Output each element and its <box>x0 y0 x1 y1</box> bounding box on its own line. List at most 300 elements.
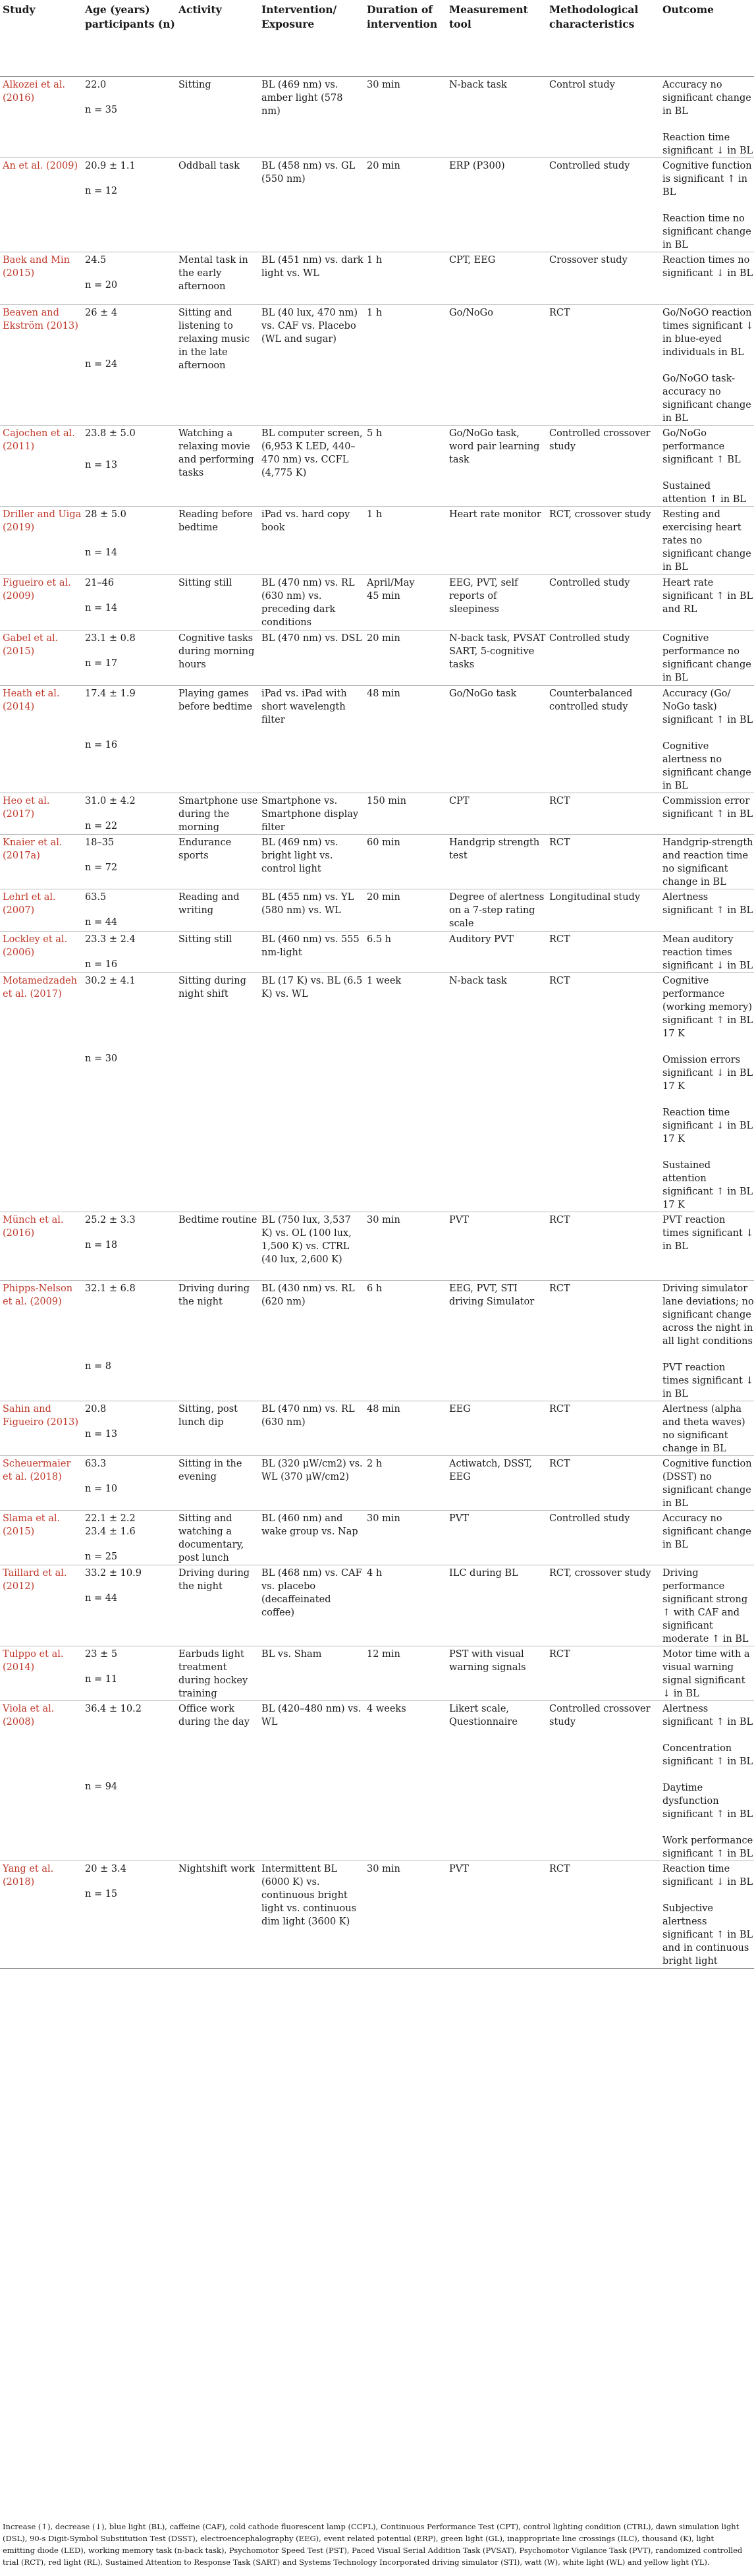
intervention-cell-text: BL (470 nm) vs. RL (630 nm) vs. preceding dark conditions <box>261 578 355 628</box>
study-cell <box>0 1511 82 1565</box>
outcome-cell <box>660 1401 754 1456</box>
outcome-text: Cognitive function (DSST) no significant change in BL <box>662 1459 752 1509</box>
intervention-cell <box>259 1511 364 1565</box>
table-row <box>0 1861 754 1969</box>
study-cell-text[interactable]: Sahin and Figueiro (2013) <box>3 1404 79 1428</box>
methodology-cell <box>547 158 660 252</box>
outcome-cell <box>660 1861 754 1969</box>
duration-cell-text: 1 h <box>367 308 383 318</box>
intervention-cell <box>259 252 364 305</box>
outcome-text: Driving simulator lane deviations; no significant change across the night in all light conditions <box>662 1283 754 1347</box>
intervention-cell <box>259 426 364 507</box>
duration-cell-text: 48 min <box>367 1404 400 1414</box>
study-cell-text[interactable]: Tulppo et al. (2014) <box>3 1649 64 1673</box>
measurement-tool-cell-text: Degree of alertness on a 7-step rating scale <box>449 892 545 929</box>
age-cell-text: 25.2 ± 3.3 <box>85 1215 136 1225</box>
outcome-text: Accuracy no significant change in BL <box>662 1513 751 1550</box>
measurement-tool-cell <box>446 630 547 686</box>
table-row <box>0 426 754 507</box>
study-cell-text[interactable]: Gabel et al. (2015) <box>3 633 59 657</box>
outcome-text: Alertness (alpha and theta waves) no significant change in BL <box>662 1404 745 1454</box>
methodology-cell <box>547 1565 660 1646</box>
age-cell-text: 28 ± 5.0 <box>85 509 126 520</box>
activity-cell-text: Reading and writing <box>178 892 240 916</box>
age-cell <box>82 575 176 630</box>
duration-cell <box>364 507 446 575</box>
intervention-cell <box>259 1646 364 1701</box>
outcome-text: Resting and exercising heart rates no significant change in BL <box>662 509 751 573</box>
intervention-cell <box>259 1212 364 1281</box>
participants-count: n = 14 <box>85 547 118 558</box>
duration-cell-text: 20 min <box>367 633 400 644</box>
outcome-cell <box>660 158 754 252</box>
methodology-cell-text: RCT <box>549 1864 570 1874</box>
duration-cell-text: 30 min <box>367 1513 400 1524</box>
age-cell-text: 63.3 <box>85 1459 107 1469</box>
measurement-tool-cell <box>446 1401 547 1456</box>
outcome-text: Daytime dysfunction significant ↑ in BL <box>662 1783 753 1820</box>
age-cell-text: 23.1 ± 0.8 <box>85 633 136 644</box>
activity-cell-text: Mental task in the early afternoon <box>178 255 248 292</box>
participants-count: n = 35 <box>85 105 118 115</box>
study-cell-text[interactable]: Yang et al. (2018) <box>3 1864 54 1888</box>
activity-cell-text: Sitting, post lunch dip <box>178 1404 238 1428</box>
table-row <box>0 973 754 1212</box>
measurement-tool-cell-text: CPT <box>449 796 470 806</box>
age-cell-text: 23 ± 5 <box>85 1649 118 1660</box>
measurement-tool-cell <box>446 1565 547 1646</box>
measurement-tool-cell-text: Go/NoGo <box>449 308 493 318</box>
outcome-text: Motor time with a visual warning signal significant ↓ in BL <box>662 1649 750 1699</box>
outcome-text: Go/NoGO reaction times significant ↓ in blue-eyed individuals in BL <box>662 308 754 358</box>
activity-cell-text: Sitting and watching a documentary, post lunch <box>178 1513 244 1563</box>
header-measurement-tool: Measurement tool <box>446 0 547 77</box>
outcome-text: Subjective alertness significant ↑ in BL and in continuous bright light <box>662 1903 753 1967</box>
methodology-cell <box>547 1861 660 1969</box>
outcome-cell <box>660 1646 754 1701</box>
participants-count: n = 20 <box>85 280 118 291</box>
age-cell <box>82 1861 176 1969</box>
study-cell <box>0 973 82 1212</box>
table-row <box>0 1701 754 1861</box>
intervention-cell <box>259 507 364 575</box>
measurement-tool-cell-text: ERP (P300) <box>449 161 505 171</box>
outcome-cell <box>660 252 754 305</box>
age-cell-text: 63.5 <box>85 892 107 903</box>
participants-count: n = 25 <box>85 1552 118 1562</box>
header-age: Age (years) participants (n) <box>82 0 176 77</box>
outcome-cell <box>660 686 754 793</box>
measurement-tool-cell-text: CPT, EEG <box>449 255 496 266</box>
intervention-cell-text: BL (460 nm) and wake group vs. Nap <box>261 1513 358 1537</box>
duration-cell-text: 30 min <box>367 80 400 90</box>
measurement-tool-cell <box>446 973 547 1212</box>
measurement-tool-cell-text: Go/NoGo task, word pair learning task <box>449 428 540 465</box>
study-cell <box>0 252 82 305</box>
duration-cell <box>364 158 446 252</box>
activity-cell-text: Sitting still <box>178 578 232 588</box>
measurement-tool-cell <box>446 793 547 835</box>
intervention-cell <box>259 932 364 973</box>
activity-cell-text: Sitting and listening to relaxing music in the late afternoon <box>178 308 250 371</box>
study-cell-text[interactable]: Beaven and Ekström (2013) <box>3 308 78 331</box>
measurement-tool-cell <box>446 889 547 932</box>
age-cell <box>82 835 176 889</box>
table-row <box>0 889 754 932</box>
measurement-tool-cell-text: Auditory PVT <box>449 934 514 945</box>
header-intervention: Intervention/ Exposure <box>259 0 364 77</box>
activity-cell <box>176 1646 259 1701</box>
measurement-tool-cell <box>446 507 547 575</box>
study-cell-text[interactable]: Driller and Uiga (2019) <box>3 509 82 533</box>
measurement-tool-cell <box>446 835 547 889</box>
measurement-tool-cell <box>446 686 547 793</box>
methodology-cell-text: RCT <box>549 1459 570 1469</box>
measurement-tool-cell <box>446 1456 547 1511</box>
table-row <box>0 252 754 305</box>
outcome-text: Mean auditory reaction times significant ↓ in BL <box>662 934 753 971</box>
study-cell-text[interactable]: Lehrl et al. (2007) <box>3 892 56 916</box>
study-cell <box>0 1646 82 1701</box>
outcome-cell <box>660 1701 754 1861</box>
measurement-tool-cell <box>446 77 547 158</box>
activity-cell-text: Reading before bedtime <box>178 509 253 533</box>
duration-cell-text: 4 h <box>367 1568 383 1579</box>
age-cell-text: 24.5 <box>85 255 107 266</box>
study-cell-text[interactable]: Taillard et al. (2012) <box>3 1568 67 1592</box>
intervention-cell <box>259 158 364 252</box>
outcome-text: Cognitive function is significant ↑ in BL <box>662 161 752 198</box>
activity-cell-text: Oddball task <box>178 161 240 171</box>
table-header <box>0 0 754 77</box>
outcome-cell <box>660 305 754 426</box>
table-row <box>0 932 754 973</box>
duration-cell <box>364 426 446 507</box>
methodology-cell <box>547 575 660 630</box>
intervention-cell <box>259 1565 364 1646</box>
activity-cell <box>176 426 259 507</box>
age-cell-text: 30.2 ± 4.1 <box>85 976 136 986</box>
study-cell-text[interactable]: Lockley et al. (2006) <box>3 934 68 958</box>
methodology-cell-text: Controlled study <box>549 633 630 644</box>
study-cell-text[interactable]: Scheuermaier et al. (2018) <box>3 1459 71 1482</box>
methodology-cell-text: RCT <box>549 976 570 986</box>
header-duration: Duration of intervention <box>364 0 446 77</box>
study-cell <box>0 889 82 932</box>
activity-cell <box>176 932 259 973</box>
duration-cell <box>364 932 446 973</box>
intervention-cell-text: Smartphone vs. Smartphone display filter <box>261 796 359 833</box>
table-row <box>0 630 754 686</box>
age-cell <box>82 630 176 686</box>
table-row <box>0 507 754 575</box>
outcome-cell <box>660 1281 754 1401</box>
intervention-cell <box>259 793 364 835</box>
table-row <box>0 158 754 252</box>
methodology-cell <box>547 1212 660 1281</box>
study-cell-text[interactable]: Cajochen et al. (2011) <box>3 428 75 452</box>
age-cell-text: 32.1 ± 6.8 <box>85 1283 136 1294</box>
measurement-tool-cell-text: Likert scale, Questionnaire <box>449 1704 518 1727</box>
methodology-cell <box>547 507 660 575</box>
duration-cell <box>364 1456 446 1511</box>
study-cell-text[interactable]: Phipps-Nelson et al. (2009) <box>3 1283 73 1307</box>
outcome-text: Work performance significant ↑ in BL <box>662 1835 753 1859</box>
outcome-text: Cognitive performance no significant change in BL <box>662 633 751 683</box>
activity-cell <box>176 158 259 252</box>
methodology-cell-text: RCT, crossover study <box>549 509 651 520</box>
methodology-cell-text: Controlled study <box>549 1513 630 1524</box>
participants-count: n = 13 <box>85 460 118 470</box>
duration-cell-text: 2 h <box>367 1459 383 1469</box>
activity-cell <box>176 252 259 305</box>
methodology-cell <box>547 77 660 158</box>
outcome-text: Reaction time significant ↓ in BL <box>662 132 753 156</box>
study-cell <box>0 1212 82 1281</box>
outcome-text: Commission error significant ↑ in BL <box>662 796 753 820</box>
participants-count: n = 24 <box>85 359 118 370</box>
age-cell <box>82 426 176 507</box>
activity-cell <box>176 305 259 426</box>
outcome-text: Cognitive performance (working memory) significant ↑ in BL 17 K <box>662 976 753 1039</box>
activity-cell-text: Smartphone use during the morning <box>178 796 258 833</box>
methodology-cell-text: Crossover study <box>549 255 628 266</box>
outcome-cell <box>660 507 754 575</box>
activity-cell <box>176 835 259 889</box>
study-cell-text[interactable]: Heath et al. (2014) <box>3 688 60 712</box>
methodology-cell <box>547 686 660 793</box>
methodology-cell-text: RCT <box>549 1283 570 1294</box>
age-cell-text: 22.1 ± 2.2 23.4 ± 1.6 <box>85 1513 136 1537</box>
age-cell <box>82 1401 176 1456</box>
intervention-cell-text: iPad vs. iPad with short wavelength filter <box>261 688 347 725</box>
measurement-tool-cell <box>446 932 547 973</box>
age-cell <box>82 305 176 426</box>
study-cell-text[interactable]: Motamedzadeh et al. (2017) <box>3 976 78 999</box>
measurement-tool-cell-text: PVT <box>449 1513 469 1524</box>
measurement-tool-cell <box>446 1646 547 1701</box>
activity-cell <box>176 1281 259 1401</box>
table-row <box>0 305 754 426</box>
study-cell <box>0 686 82 793</box>
participants-count: n = 14 <box>85 603 118 613</box>
duration-cell <box>364 77 446 158</box>
study-cell <box>0 1456 82 1511</box>
age-cell <box>82 1281 176 1401</box>
participants-count: n = 30 <box>85 1053 118 1064</box>
methodology-cell <box>547 252 660 305</box>
methodology-cell-text: Controlled study <box>549 161 630 171</box>
outcome-text: Cognitive alertness no significant change in BL <box>662 741 751 791</box>
measurement-tool-cell-text: EEG <box>449 1404 471 1414</box>
activity-cell <box>176 1565 259 1646</box>
activity-cell-text: Sitting still <box>178 934 232 945</box>
age-cell-text: 18–35 <box>85 837 115 848</box>
study-cell-text[interactable]: Baek and Min (2015) <box>3 255 70 279</box>
table-row <box>0 686 754 793</box>
outcome-cell <box>660 575 754 630</box>
intervention-cell-text: BL (469 nm) vs. bright light vs. control light <box>261 837 338 874</box>
participants-count: n = 18 <box>85 1240 118 1250</box>
outcome-text: Go/NoGO task-accuracy no significant change in BL <box>662 374 751 424</box>
outcome-cell <box>660 889 754 932</box>
outcome-cell <box>660 630 754 686</box>
intervention-cell <box>259 77 364 158</box>
duration-cell <box>364 835 446 889</box>
methodology-cell-text: RCT <box>549 934 570 945</box>
outcome-text: Handgrip-strength and reaction time no significant change in BL <box>662 837 753 887</box>
methodology-cell <box>547 1511 660 1565</box>
participants-count: n = 72 <box>85 862 118 873</box>
duration-cell-text: 6.5 h <box>367 934 392 945</box>
intervention-cell-text: BL (430 nm) vs. RL (620 nm) <box>261 1283 355 1307</box>
measurement-tool-cell-text: N-back task <box>449 80 507 90</box>
methodology-cell <box>547 835 660 889</box>
intervention-cell-text: BL (469 nm) vs. amber light (578 nm) <box>261 80 343 117</box>
intervention-cell-text: BL (420–480 nm) vs. WL <box>261 1704 362 1727</box>
age-cell-text: 36.4 ± 10.2 <box>85 1704 142 1714</box>
duration-cell-text: 60 min <box>367 837 400 848</box>
intervention-cell-text: BL (470 nm) vs. RL (630 nm) <box>261 1404 355 1428</box>
activity-cell-text: Earbuds light treatment during hockey training <box>178 1649 248 1699</box>
study-cell-text[interactable]: Heo et al. (2017) <box>3 796 50 820</box>
duration-cell <box>364 1212 446 1281</box>
measurement-tool-cell <box>446 1281 547 1401</box>
intervention-cell <box>259 1401 364 1456</box>
activity-cell-text: Sitting during night shift <box>178 976 246 999</box>
duration-cell-text: 1 h <box>367 509 383 520</box>
participants-count: n = 22 <box>85 821 118 831</box>
table-row <box>0 793 754 835</box>
activity-cell-text: Driving during the night <box>178 1568 250 1592</box>
participants-count: n = 16 <box>85 959 118 970</box>
activity-cell <box>176 77 259 158</box>
methodology-cell-text: RCT <box>549 1404 570 1414</box>
duration-cell-text: 48 min <box>367 688 400 699</box>
outcome-text: Sustained attention significant ↑ in BL 17 K <box>662 1160 753 1210</box>
study-cell-text[interactable]: Knaier et al. (2017a) <box>3 837 63 861</box>
activity-cell-text: Office work during the day <box>178 1704 250 1727</box>
outcome-text: Driving performance significant strong ↑ with CAF and significant moderate ↑ in BL <box>662 1568 749 1644</box>
outcome-text: Alertness significant ↑ in BL <box>662 892 753 916</box>
intervention-cell <box>259 1281 364 1401</box>
measurement-tool-cell-text: Actiwatch, DSST, EEG <box>449 1459 533 1482</box>
measurement-tool-cell-text: N-back task <box>449 976 507 986</box>
study-cell <box>0 1281 82 1401</box>
age-cell <box>82 1456 176 1511</box>
activity-cell-text: Watching a relaxing movie and performing tasks <box>178 428 254 478</box>
measurement-tool-cell-text: Heart rate monitor <box>449 509 541 520</box>
study-cell <box>0 575 82 630</box>
duration-cell <box>364 1646 446 1701</box>
outcome-text: Reaction time significant ↓ in BL <box>662 1864 753 1888</box>
participants-count: n = 15 <box>85 1889 118 1899</box>
activity-cell <box>176 793 259 835</box>
methodology-cell-text: Control study <box>549 80 615 90</box>
study-cell-text[interactable]: Alkozei et al. (2016) <box>3 80 66 103</box>
table-row <box>0 1646 754 1701</box>
outcome-cell <box>660 426 754 507</box>
duration-cell <box>364 1401 446 1456</box>
study-cell-text[interactable]: Slama et al. (2015) <box>3 1513 61 1537</box>
activity-cell-text: Sitting in the evening <box>178 1459 242 1482</box>
study-cell-text[interactable]: Viola et al. (2008) <box>3 1704 55 1727</box>
methodology-cell <box>547 1281 660 1401</box>
duration-cell-text: 1 h <box>367 255 383 266</box>
header-activity: Activity <box>176 0 259 77</box>
study-cell <box>0 305 82 426</box>
measurement-tool-cell <box>446 1511 547 1565</box>
duration-cell <box>364 686 446 793</box>
activity-cell <box>176 507 259 575</box>
study-cell <box>0 932 82 973</box>
participants-count: n = 8 <box>85 1361 111 1372</box>
intervention-cell <box>259 575 364 630</box>
participants-count: n = 13 <box>85 1429 118 1440</box>
outcome-cell <box>660 1212 754 1281</box>
study-cell <box>0 835 82 889</box>
outcome-text: Heart rate significant ↑ in BL and RL <box>662 578 753 615</box>
study-cell-text[interactable]: Figueiro et al. (2009) <box>3 578 71 602</box>
duration-cell <box>364 630 446 686</box>
activity-cell <box>176 1212 259 1281</box>
measurement-tool-cell-text: ILC during BL <box>449 1568 518 1579</box>
study-cell-text[interactable]: An et al. (2009) <box>3 161 78 171</box>
methodology-cell <box>547 973 660 1212</box>
methodology-cell <box>547 1701 660 1861</box>
methodology-cell-text: RCT <box>549 1649 570 1660</box>
intervention-cell-text: BL (468 nm) vs. CAF vs. placebo (decaffeinated coffee) <box>261 1568 362 1618</box>
age-cell-text: 20.9 ± 1.1 <box>85 161 136 171</box>
study-cell-text[interactable]: Münch et al. (2016) <box>3 1215 64 1239</box>
table-row <box>0 77 754 158</box>
activity-cell <box>176 1401 259 1456</box>
table-row <box>0 1511 754 1565</box>
measurement-tool-cell-text: PVT <box>449 1864 469 1874</box>
methodology-cell-text: Longitudinal study <box>549 892 641 903</box>
measurement-tool-cell <box>446 305 547 426</box>
intervention-cell <box>259 835 364 889</box>
age-cell <box>82 77 176 158</box>
measurement-tool-cell <box>446 1861 547 1969</box>
activity-cell-text: Bedtime routine <box>178 1215 257 1225</box>
participants-count: n = 10 <box>85 1484 118 1494</box>
outcome-cell <box>660 973 754 1212</box>
activity-cell <box>176 1511 259 1565</box>
intervention-cell <box>259 686 364 793</box>
intervention-cell-text: BL (750 lux, 3,537 K) vs. OL (100 lux, 1,500 K) vs. CTRL (40 lux, 2,600 K) <box>261 1215 352 1265</box>
methodology-cell-text: Controlled study <box>549 578 630 588</box>
methodology-cell-text: RCT <box>549 796 570 806</box>
measurement-tool-cell-text: N-back task, PVSAT SART, 5-cognitive tasks <box>449 633 546 670</box>
measurement-tool-cell-text: EEG, PVT, self reports of sleepiness <box>449 578 518 615</box>
measurement-tool-cell-text: EEG, PVT, STI driving Simulator <box>449 1283 535 1307</box>
duration-cell-text: 20 min <box>367 161 400 171</box>
activity-cell <box>176 889 259 932</box>
age-cell-text: 20 ± 3.4 <box>85 1864 126 1874</box>
duration-cell <box>364 1281 446 1401</box>
measurement-tool-cell-text: Go/NoGo task <box>449 688 517 699</box>
age-cell <box>82 932 176 973</box>
methodology-cell-text: Counterbalanced controlled study <box>549 688 633 712</box>
methodology-cell-text: Controlled crossover study <box>549 1704 651 1727</box>
study-cell <box>0 793 82 835</box>
participants-count: n = 44 <box>85 917 118 928</box>
intervention-cell-text: BL computer screen, (6,953 K LED, 440–470 nm) vs. CCFL (4,775 K) <box>261 428 363 478</box>
age-cell <box>82 793 176 835</box>
table-row <box>0 835 754 889</box>
study-cell <box>0 158 82 252</box>
